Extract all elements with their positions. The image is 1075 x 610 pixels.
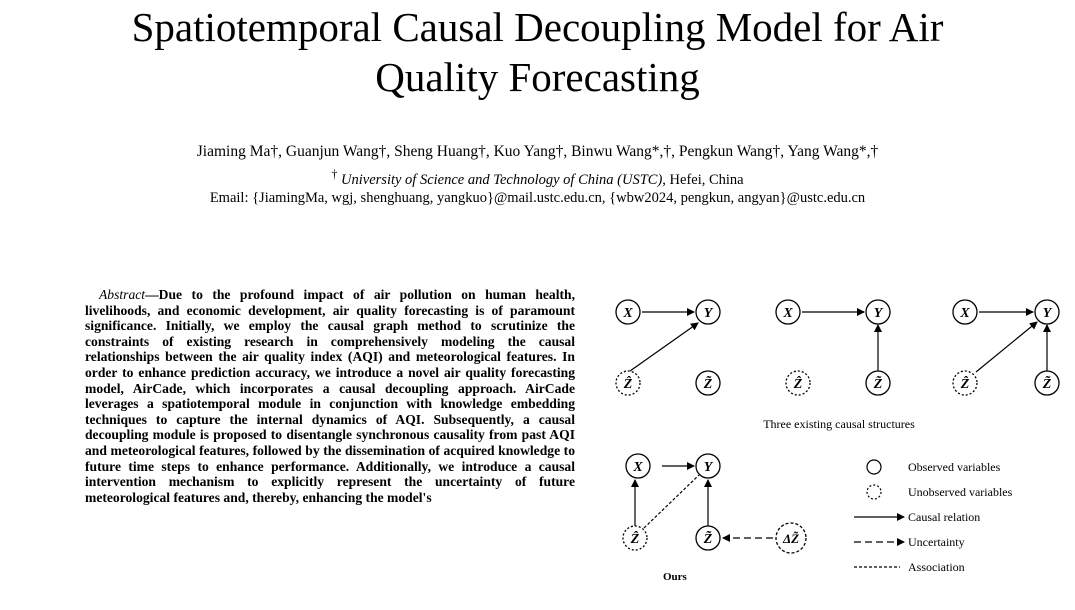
legend-observed: Observed variables: [908, 460, 1001, 474]
causal-graph-svg: [608, 288, 1068, 588]
node-x: X: [623, 306, 633, 321]
author-list: Jiaming Ma†, Guanjun Wang†, Sheng Huang†, Kuo Yang†, Binwu Wang*,†, Pengkun Wang†, Yang Wang*,†: [196, 143, 879, 160]
node-zhat: Ẑ: [630, 532, 640, 547]
abstract-lead: Abstract: [99, 287, 146, 302]
node-y: Y: [1042, 306, 1052, 321]
title-line-1: Spatiotemporal Causal Decoupling Model for Air: [131, 4, 944, 50]
paper-title: [0, 2, 1075, 102]
title-line-2: Quality Forecasting: [375, 54, 700, 100]
legend-unobserved: Unobserved variables: [908, 485, 1013, 499]
existing-structure-3: [953, 300, 1059, 395]
node-x: X: [633, 460, 643, 475]
affiliation-place: , Hefei, China: [662, 171, 744, 188]
node-y: Y: [703, 460, 713, 475]
existing-structure-1: [616, 300, 720, 395]
node-x: X: [960, 306, 970, 321]
node-zhat: Ẑ: [793, 377, 803, 392]
node-zhat: Ẑ: [623, 377, 633, 392]
node-ztilde: Z̃: [703, 377, 713, 392]
abstract-dash: —: [145, 287, 159, 302]
affiliation: [0, 165, 1075, 189]
legend-association: Association: [908, 560, 965, 574]
caption-ours: Ours: [663, 571, 687, 583]
node-y: Y: [703, 306, 713, 321]
node-x: X: [783, 306, 793, 321]
node-ztilde: Z̃: [703, 532, 713, 547]
node-ztilde: Z̃: [1042, 377, 1052, 392]
abstract-body: Due to the profound impact of air pollution on human health, livelihoods, and economic development, air quality forecasting is of paramount significance. Initially, we employ the causal graph method to scrutinize the constraints of existing research in comprehensively modeling the causal relationships between the air quality index (AQI) and meteorological features. In order to enhance prediction accuracy, we introduce a novel air quality forecasting model, AirCade, which incorporates a causal decoupling approach. AirCade leverages a spatiotemporal module in conjunction with knowledge embedding techniques to capture the internal dynamics of AQI. Subsequently, a causal decoupling module is proposed to disentangle synchronous causality from past AQI and meteorological features, followed by the dissemination of acquired knowledge to future time steps to enhance performance. Additionally, we introduce a causal intervention mechanism to explicitly represent the uncertainty of future meteorological features and, thereby, enhancing the model's: [85, 287, 575, 505]
legend: [854, 460, 1013, 574]
caption-existing: Three existing causal structures: [763, 417, 915, 431]
email-line: Email: {JiamingMa, wgj, shenghuang, yangkuo}@mail.ustc.edu.cn, {wbw2024, pengkun, angyan}@ustc.edu.cn: [209, 190, 866, 206]
affiliation-mark: †: [331, 167, 338, 181]
affiliation-name: University of Science and Technology of China (USTC): [341, 171, 663, 188]
legend-uncertainty: Uncertainty: [908, 535, 965, 549]
existing-structure-2: [776, 300, 890, 395]
node-zhat: Ẑ: [960, 377, 970, 392]
ours-structure: [623, 454, 806, 583]
node-delta-ztilde: ΔZ̃: [782, 531, 800, 546]
legend-observed-icon: [867, 460, 881, 474]
legend-unobserved-icon: [867, 485, 881, 499]
causal-structure-figure: [608, 288, 1068, 588]
legend-causal: Causal relation: [908, 510, 981, 524]
abstract: [85, 287, 575, 505]
node-ztilde: Z̃: [873, 377, 883, 392]
node-y: Y: [873, 306, 883, 321]
